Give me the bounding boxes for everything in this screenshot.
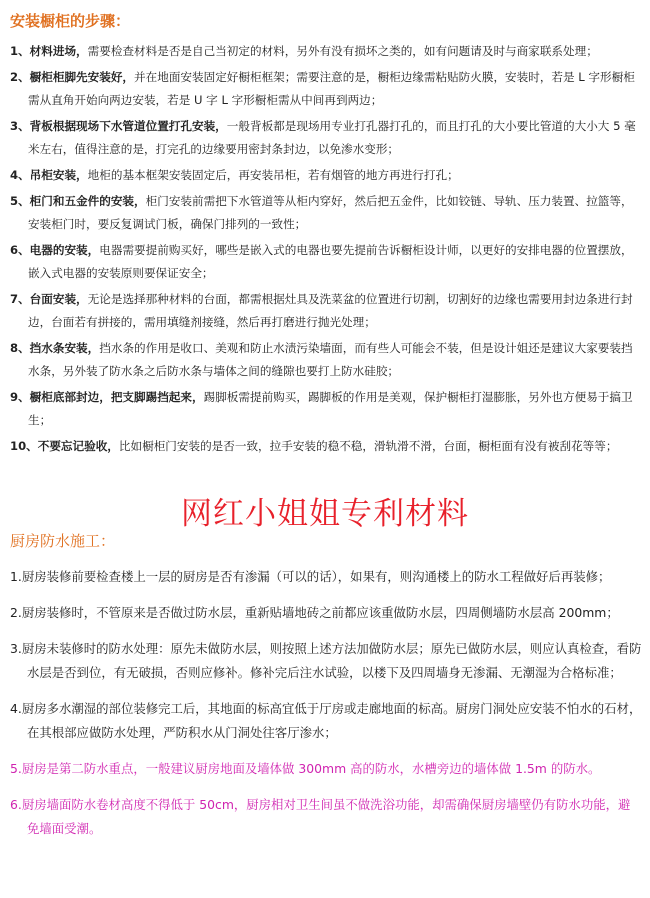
item-number: 5.	[10, 761, 22, 776]
step-heading: 橱柜柜脚先安装好，	[29, 70, 135, 84]
item-text: 厨房多水潮湿的部位装修完工后，其地面的标高宜低于厅房或走廊地面的标高。厨房门洞处应安装不怕水的石材，在其根部应做防水处理，严防积水从门洞处往客厅渗水；	[21, 701, 642, 740]
item-text: 厨房未装修时的防水处理：原先未做防水层，则按照上述方法加做防水层；原先已做防水层，则应认真检查，看防水层是否到位，有无破损，否则应修补。修补完后注水试验，以楼下及四周墙身无渗漏、无潮湿为合格标准；	[21, 641, 642, 680]
step-number: 6、	[10, 243, 30, 257]
waterproof-item	[10, 565, 642, 589]
item-number: 1.	[10, 569, 22, 584]
step-number: 10、	[10, 439, 38, 453]
step-text: 一般背板都是现场用专业打孔器打孔的，而且打孔的大小要比管道的大小大 5 毫米左右，值得注意的是，打完孔的边缘要用密封条封边，以免渗水变形；	[28, 119, 636, 156]
step-number: 9、	[10, 390, 30, 404]
step-heading: 挡水条安装，	[29, 341, 100, 355]
step-item	[10, 164, 642, 187]
item-number: 3.	[10, 641, 22, 656]
step-number: 4、	[10, 168, 30, 182]
step-item	[10, 66, 642, 112]
step-text: 踢脚板需提前购买，踢脚板的作用是美观，保护橱柜打湿膨胀，另外也方便易于搞卫生；	[28, 390, 633, 427]
step-text: 无论是选择那种材料的台面，都需根据灶具及洗菜盆的位置进行切割，切割好的边缘也需要用封边条进行封边，台面若有拼接的，需用填缝剂接缝，然后再打磨进行抛光处理；	[28, 292, 633, 329]
item-number: 4.	[10, 701, 22, 716]
waterproof-item	[10, 637, 642, 685]
step-heading: 橱柜底部封边，把支脚踢挡起来，	[29, 390, 204, 404]
step-item	[10, 386, 642, 432]
step-text: 挡水条的作用是收口、美观和防止水渍污染墙面，而有些人可能会不装，但是设计姐还是建议大家要装挡水条，另外装了防水条之后防水条与墙体之间的缝隙也要打上防水硅胶；	[28, 341, 633, 378]
step-text: 电器需要提前购买好，哪些是嵌入式的电器也要先提前告诉橱柜设计师，以更好的安排电器的位置摆放，嵌入式电器的安装原则要保证安全；	[28, 243, 633, 280]
step-number: 2、	[10, 70, 30, 84]
waterproof-item	[10, 697, 642, 745]
step-item	[10, 239, 642, 285]
step-number: 8、	[10, 341, 30, 355]
step-item	[10, 435, 642, 458]
step-number: 5、	[10, 194, 30, 208]
item-text: 厨房装修时，不管原来是否做过防水层，重新贴墙地砖之前都应该重做防水层，四周侧墙防水层高 200mm；	[21, 605, 619, 620]
step-heading: 材料进场，	[29, 44, 88, 58]
step-text: 并在地面安装固定好橱柜框架；需要注意的是，橱柜边缘需粘贴防火膜，安装时，若是 L 字形橱柜需从直角开始向两边安装，若是 U 字 L 字形橱柜需从中间再到两边；	[28, 70, 635, 107]
step-number: 1、	[10, 44, 30, 58]
step-number: 7、	[10, 292, 30, 306]
step-text: 比如橱柜门安装的是否一致，拉手安装的稳不稳，滑轨滑不滑，台面，橱柜面有没有被刮花等等；	[118, 439, 618, 453]
step-number: 3、	[10, 119, 30, 133]
step-item	[10, 337, 642, 383]
waterproof-item	[10, 601, 642, 625]
step-item	[10, 40, 642, 63]
step-heading: 背板根据现场下水管道位置打孔安装，	[29, 119, 227, 133]
step-item	[10, 190, 642, 236]
step-text: 地柜的基本框架安装固定后，再安装吊柜，若有烟管的地方再进行打孔；	[87, 168, 459, 182]
item-text: 厨房墙面防水卷材高度不得低于 50cm，厨房相对卫生间虽不做洗浴功能，却需确保厨房墙壁仍有防水功能，避免墙面受潮。	[21, 797, 631, 836]
kitchen-waterproof-list	[10, 565, 642, 853]
step-item	[10, 288, 642, 334]
item-number: 6.	[10, 797, 22, 812]
step-item	[10, 115, 642, 161]
item-text: 厨房装修前要检查楼上一层的厨房是否有渗漏（可以的话），如果有，则沟通楼上的防水工程做好后再装修；	[21, 569, 611, 584]
section-title-cabinet-steps: 安装橱柜的步骤：	[10, 12, 131, 30]
step-text: 柜门安装前需把下水管道等从柜内穿好，然后把五金件，比如铰链、导轨、压力装置、拉篮等，安装柜门时，要反复调试门板，确保门排列的一致性；	[28, 194, 633, 231]
waterproof-item	[10, 757, 642, 781]
step-heading: 台面安装，	[29, 292, 88, 306]
section-title-kitchen-waterproof: 厨房防水施工：	[10, 532, 116, 550]
step-text: 需要检查材料是否是自己当初定的材料，另外有没有损坏之类的，如有问题请及时与商家联系处理；	[87, 44, 598, 58]
step-heading: 不要忘记验收，	[37, 439, 119, 453]
cabinet-steps-list	[10, 40, 642, 461]
step-heading: 电器的安装，	[29, 243, 100, 257]
watermark-banner: 网红小姐姐专利材料	[181, 496, 469, 532]
item-number: 2.	[10, 605, 22, 620]
step-heading: 吊柜安装，	[29, 168, 88, 182]
waterproof-item	[10, 793, 642, 841]
step-heading: 柜门和五金件的安装，	[29, 194, 146, 208]
item-text: 厨房是第二防水重点，一般建议厨房地面及墙体做 300mm 高的防水，水槽旁边的墙体做 1.5m 的防水。	[21, 761, 601, 776]
